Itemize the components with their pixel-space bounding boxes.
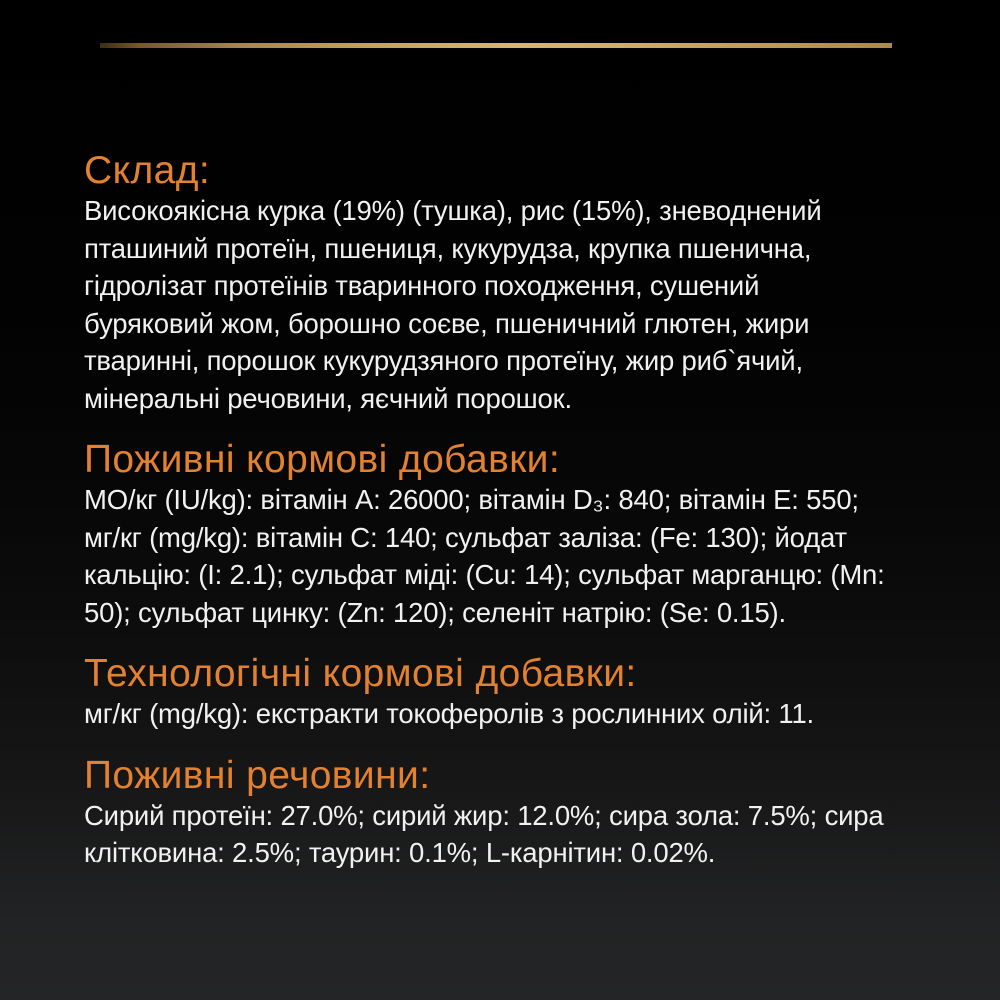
- nutritional-additives-line: кальцію: (I: 2.1); сульфат міді: (Cu: 14); сульфат марганцю: (Mn:: [84, 559, 885, 590]
- section-composition-title: Склад:: [84, 149, 211, 192]
- section-nutritional-additives: [84, 439, 924, 631]
- section-nutritional-additives-title: Поживні кормові добавки:: [84, 438, 561, 481]
- composition-line: буряковий жом, борошно соєве, пшеничний глютен, жири: [84, 307, 810, 339]
- section-technological-additives: [84, 653, 924, 733]
- section-nutrients: [84, 755, 924, 872]
- composition-line: пташиний протеїн, пшениця, кукурудза, крупка пшенична,: [84, 232, 812, 264]
- gold-divider-bar: [100, 43, 892, 48]
- nutritional-additives-line: 50); сульфат цинку: (Zn: 120); селеніт натрію: (Se: 0.15).: [84, 596, 786, 628]
- nutritional-additives-line: мг/кг (mg/kg): вітамін C: 140; сульфат заліза: (Fe: 130); йодат: [84, 521, 847, 553]
- section-nutrients-title: Поживні речовини:: [84, 753, 431, 797]
- nutrients-line: Сирий протеїн: 27.0%; сирий жир: 12.0%; сира зола: 7.5%; сира: [84, 799, 884, 831]
- technological-additives-line: мг/кг (mg/kg): екстракти токоферолів з рослинних олій: 11.: [84, 698, 814, 729]
- nutrients-line: клітковина: 2.5%; таурин: 0.1%; L-карнітин: 0.02%.: [84, 837, 716, 868]
- nutritional-additives-line: МО/кг (IU/kg): вітамін A: 26000; вітамін D₃: 840; вітамін E: 550;: [84, 484, 859, 515]
- composition-line: мінеральні речовини, яєчний порошок.: [84, 382, 572, 414]
- composition-line: гідролізат протеїнів тваринного походження, сушений: [84, 270, 760, 301]
- product-label-content: [84, 150, 924, 872]
- section-composition: [84, 150, 924, 417]
- section-technological-additives-title: Технологічні кормові добавки:: [84, 652, 637, 695]
- composition-line: Високоякісна курка (19%) (тушка), рис (15%), зневоднений: [84, 195, 822, 226]
- composition-line: тваринні, порошок кукурудзяного протеїну, жир риб`ячий,: [84, 345, 803, 376]
